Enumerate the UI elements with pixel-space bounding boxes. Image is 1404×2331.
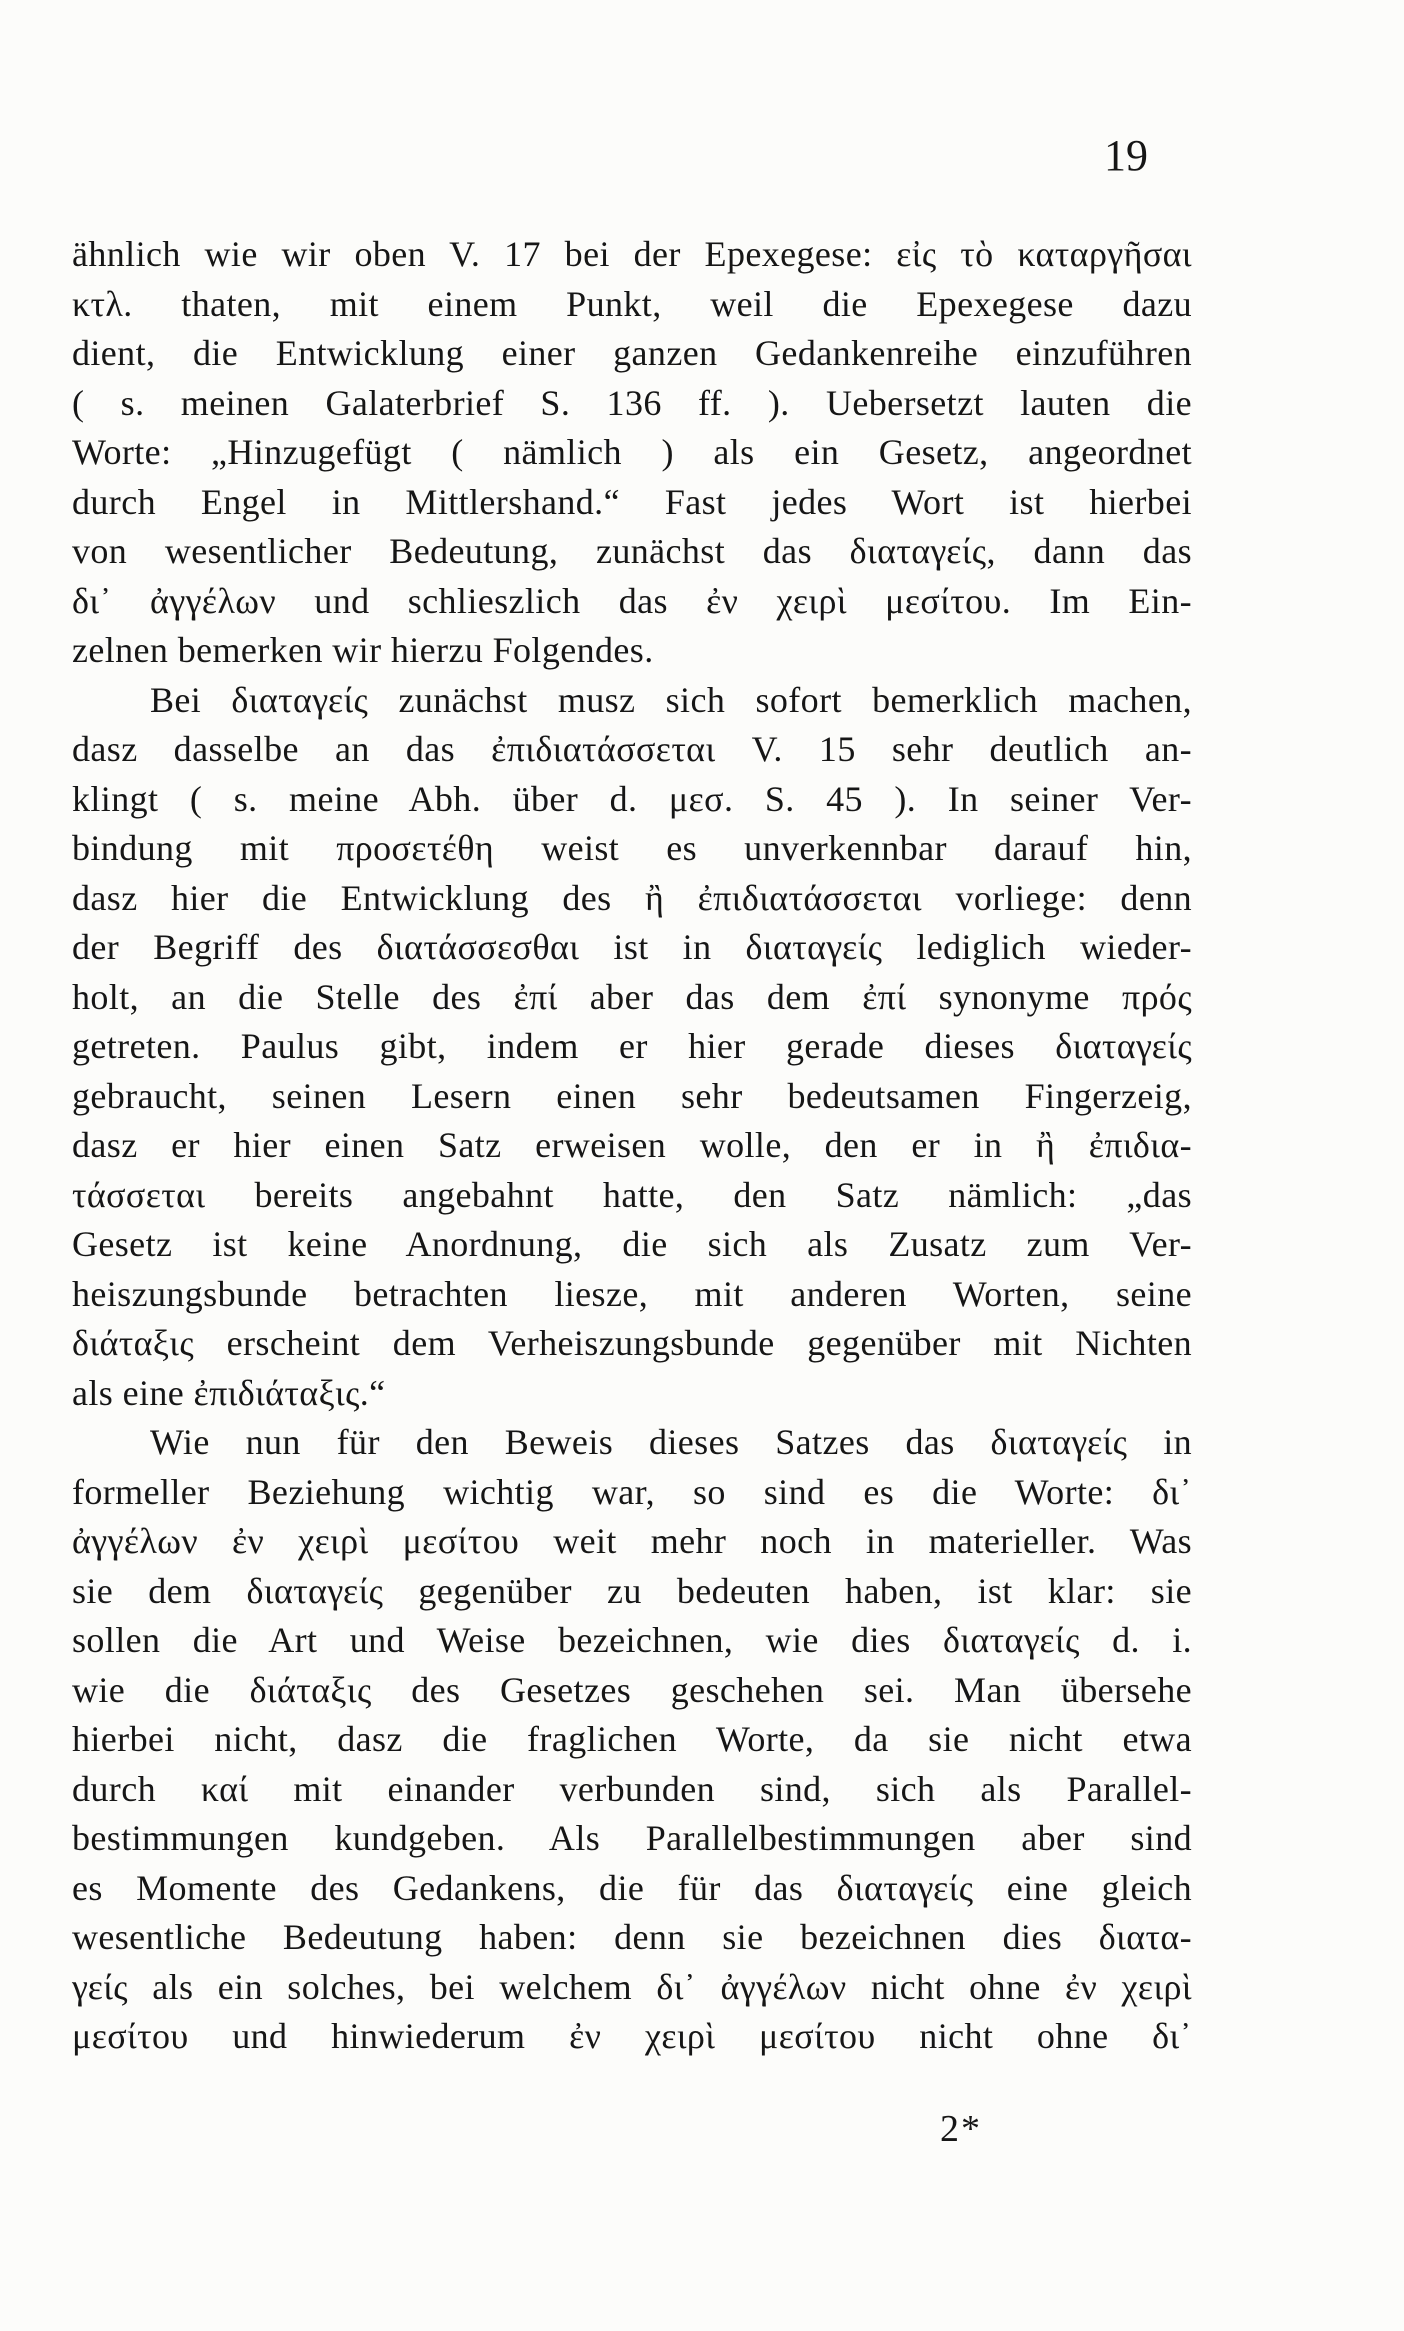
text-line: wesentliche Bedeutung haben: denn sie bezeichnen dies διατα- [72, 1917, 1192, 1957]
text-line: τάσσεται bereits angebahnt hatte, den Satz nämlich: „das [72, 1174, 1192, 1215]
text-line: bestimmungen kundgeben. Als Parallelbestimmungen aber sind [72, 1818, 1192, 1858]
text-line: dasz hier die Entwicklung des ἢ ἐπιδιατάσσεται vorliege: denn [72, 877, 1192, 918]
text-line: διάταξις erscheint dem Verheiszungsbunde gegenüber mit Nichten [72, 1323, 1192, 1363]
text-line: zelnen bemerken wir hierzu Folgendes. [72, 630, 654, 670]
text-line: dasz er hier einen Satz erweisen wolle, den er in ἢ ἐπιδια- [72, 1125, 1192, 1165]
text-line: ( s. meinen Galaterbrief S. 136 ff. ). Uebersetzt lauten die [72, 382, 1192, 423]
text-line: Worte: „Hinzugefügt ( nämlich ) als ein Gesetz, angeordnet [72, 432, 1192, 472]
text-line: getreten. Paulus gibt, indem er hier gerade dieses διαταγείς [72, 1026, 1192, 1066]
text-line: heiszungsbunde betrachten liesze, mit anderen Worten, seine [72, 1273, 1192, 1314]
signature-mark: 2* [940, 2108, 982, 2150]
text-line: durch καί mit einander verbunden sind, sich als Parallel- [72, 1768, 1192, 1809]
text-line: wie die διάταξις des Gesetzes geschehen sei. Man übersehe [72, 1669, 1192, 1710]
text-line: sie dem διαταγείς gegenüber zu bedeuten haben, ist klar: sie [72, 1570, 1192, 1611]
text-line: es Momente des Gedankens, die für das διαταγείς eine gleich [72, 1867, 1192, 1908]
text-line: der Begriff des διατάσσεσθαι ist in διαταγείς lediglich wieder- [72, 927, 1192, 967]
text-line: dasz dasselbe an das ἐπιδιατάσσεται V. 15 sehr deutlich an- [72, 729, 1192, 769]
text-line: γείς als ein solches, bei welchem δι᾿ ἀγγέλων nicht ohne ἐν χειρὶ [72, 1966, 1192, 2007]
text-line: sollen die Art und Weise bezeichnen, wie dies διαταγείς d. i. [72, 1620, 1192, 1660]
text-line: gebraucht, seinen Lesern einen sehr bedeutsamen Fingerzeig, [72, 1075, 1192, 1116]
text-line: klingt ( s. meine Abh. über d. μεσ. S. 45 ). In seiner Ver- [72, 778, 1192, 819]
text-line: κτλ. thaten, mit einem Punkt, weil die Epexegese dazu [72, 283, 1192, 324]
text-line: μεσίτου und hinwiederum ἐν χειρὶ μεσίτου nicht ohne δι᾿ [72, 2016, 1192, 2056]
text-line: durch Engel in Mittlershand.“ Fast jedes Wort ist hierbei [72, 481, 1192, 522]
text-line: bindung mit προσετέθη weist es unverkennbar darauf hin, [72, 828, 1192, 868]
body-text [72, 230, 1192, 2062]
text-line: ἀγγέλων ἐν χειρὶ μεσίτου weit mehr noch in materieller. Was [72, 1521, 1192, 1561]
text-line: dient, die Entwicklung einer ganzen Gedankenreihe einzuführen [72, 333, 1192, 373]
text-line: Gesetz ist keine Anordnung, die sich als Zusatz zum Ver- [72, 1224, 1192, 1264]
text-line: ähnlich wie wir oben V. 17 bei der Epexegese: εἰς τὸ καταργῆσαι [72, 234, 1192, 274]
text-line: holt, an die Stelle des ἐπί aber das dem ἐπί synonyme πρός [72, 976, 1192, 1017]
page-number: 19 [1104, 131, 1148, 180]
text-line: hierbei nicht, dasz die fraglichen Worte, da sie nicht etwa [72, 1719, 1192, 1759]
text-line: von wesentlicher Bedeutung, zunächst das διαταγείς, dann das [72, 531, 1192, 571]
text-line: formeller Beziehung wichtig war, so sind es die Worte: δι᾿ [72, 1471, 1192, 1512]
paragraph-start-line: Bei διαταγείς zunächst musz sich sofort bemerklich machen, [150, 679, 1192, 720]
text-line: δι᾿ ἀγγέλων und schlieszlich das ἐν χειρὶ μεσίτου. Im Ein- [72, 580, 1192, 621]
paragraph-start-line: Wie nun für den Beweis dieses Satzes das διαταγείς in [150, 1422, 1192, 1462]
text-line: als eine ἐπιδιάταξις.“ [72, 1372, 386, 1413]
